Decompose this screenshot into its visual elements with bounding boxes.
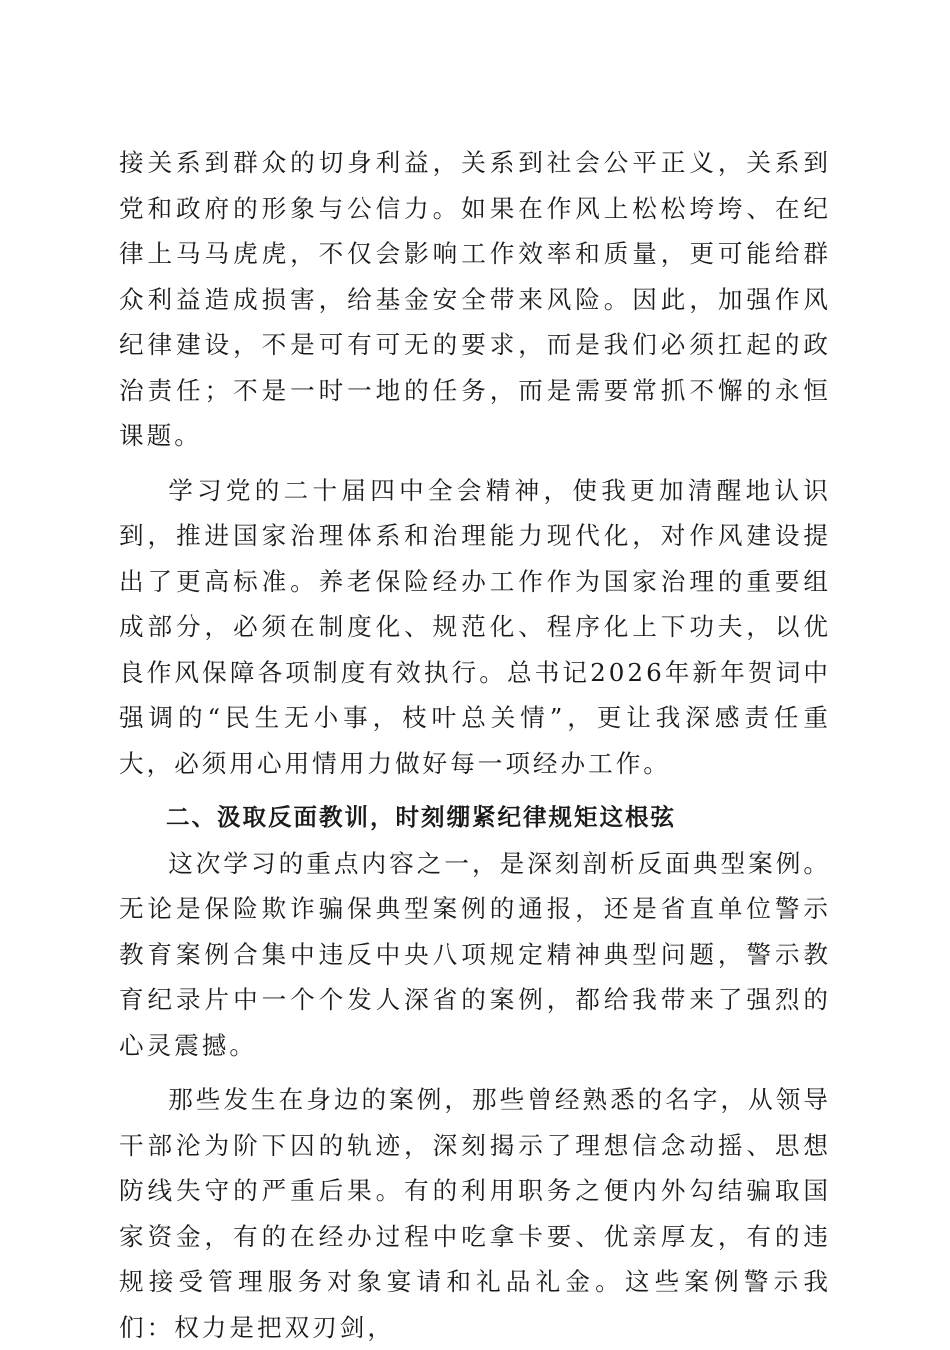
paragraph-fourth-plenum: 学习党的二十届四中全会精神，使我更加清醒地认识到，推进国家治理体系和治理能力现代化，对作风建设提出了更高标准。养老保险经办工作作为国家治理的重要组成部分，必须在制度化、规范化、程序化上下功夫，以优良作风保障各项制度有效执行。总书记2026年新年贺词中强调的“民生无小事，枝叶总关情”，更让我深感责任重大，必须用心用情用力做好每一项经办工作。 xyxy=(119,475,831,778)
paragraph-continuation: 接关系到群众的切身利益，关系到社会公平正义，关系到党和政府的形象与公信力。如果在作风上松松垮垮、在纪律上马马虎虎，不仅会影响工作效率和质量，更可能给群众利益造成损害，给基金安全带来风险。因此，加强作风纪律建设，不是可有可无的要求，而是我们必须扛起的政治责任；不是一时一地的任务，而是需要常抓不懈的永恒课题。 xyxy=(119,148,831,450)
paragraph-cases-detail: 那些发生在身边的案例，那些曾经熟悉的名字，从领导干部沦为阶下囚的轨迹，深刻揭示了理想信念动摇、思想防线失守的严重后果。有的利用职务之便内外勾结骗取国家资金，有的在经办过程中吃拿卡要、优亲厚友，有的违规接受管理服务对象宴请和礼品礼金。这些案例警示我们：权力是把双刃剑， xyxy=(119,1085,831,1342)
paragraph-cases-intro: 这次学习的重点内容之一，是深刻剖析反面典型案例。无论是保险欺诈骗保典型案例的通报，还是省直单位警示教育案例合集中违反中央八项规定精神典型问题，警示教育纪录片中一个个发人深省的案例，都给我带来了强烈的心灵震撼。 xyxy=(119,848,831,1060)
document-body xyxy=(119,140,831,1350)
section-heading-2: 二、汲取反面教训，时刻绷紧纪律规矩这根弦 xyxy=(166,803,676,831)
